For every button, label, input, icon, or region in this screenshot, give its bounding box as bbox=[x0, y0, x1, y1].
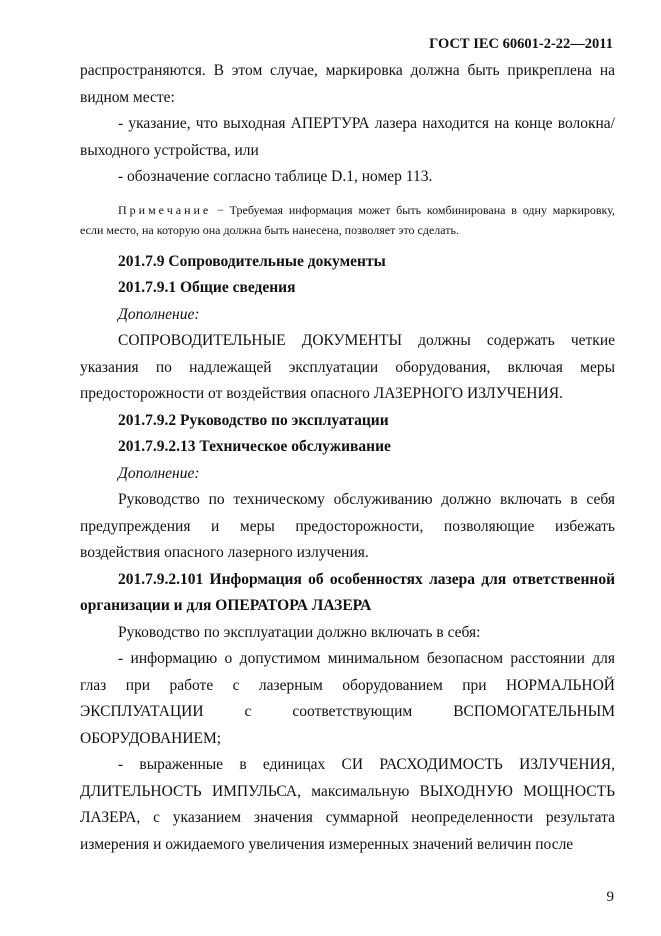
paragraph: Руководство по эксплуатации должно включать в себя: bbox=[118, 623, 481, 641]
page-body bbox=[80, 58, 615, 858]
paragraph: СОПРОВОДИТЕЛЬНЫЕ ДОКУМЕНТЫ должны содержать четкие указания по надлежащей эксплуатации оборудования, включая меры предосторожности от воздействия опасного ЛАЗЕРНОГО ИЗЛУЧЕНИЯ. bbox=[80, 332, 615, 402]
paragraph: распространяются. В этом случае, маркировка должна быть прикреплена на видном месте: bbox=[80, 62, 615, 106]
paragraph: Руководство по техническому обслуживанию должно включать в себя предупреждения и меры предосторожности, позволяющие избежать воздействия опасного лазерного излучения. bbox=[80, 491, 615, 561]
list-item: - указание, что выходная АПЕРТУРА лазера находится на конце волокна/выходного устройства, или bbox=[80, 115, 615, 159]
addition-label: Дополнение: bbox=[118, 464, 200, 482]
page-number: 9 bbox=[606, 889, 614, 905]
note bbox=[80, 200, 615, 240]
section-heading: 201.7.9 Сопроводительные документы bbox=[118, 252, 386, 270]
section-heading: 201.7.9.2.101 Информация об особенностях лазера для ответственной организации и для ОПЕРАТОРА ЛАЗЕРА bbox=[80, 570, 615, 614]
section-heading: 201.7.9.2 Руководство по эксплуатации bbox=[118, 411, 389, 429]
section-heading: 201.7.9.2.13 Техническое обслуживание bbox=[118, 438, 391, 455]
standard-header: ГОСТ IEC 60601-2-22—2011 bbox=[429, 36, 613, 52]
list-item: - выраженные в единицах СИ РАСХОДИМОСТЬ ИЗЛУЧЕНИЯ, ДЛИТЕЛЬНОСТЬ ИМПУЛЬСА, максимальную ВЫХОДНУЮ МОЩНОСТЬ ЛАЗЕРА, с указанием значения суммарной неопределенности результата измерения и ожидаемого увеличения измеренных значений величин после bbox=[80, 756, 615, 853]
section-heading: 201.7.9.1 Общие сведения bbox=[118, 279, 296, 296]
list-item: - информацию о допустимом минимальном безопасном расстоянии для глаз при работе с лазерным оборудованием при НОРМАЛЬНОЙ ЭКСПЛУАТАЦИИ с соответствующим ВСПОМОГАТЕЛЬНЫМ ОБОРУДОВАНИЕМ; bbox=[80, 650, 615, 747]
addition-label: Дополнение: bbox=[118, 305, 200, 323]
note-label: Примечание bbox=[118, 202, 212, 217]
list-item: - обозначение согласно таблице D.1, номер 113. bbox=[118, 168, 433, 185]
note-text: − Требуемая информация может быть комбинирована в одну маркировку, если место, на которую она должна быть нанесена, позволяет это сделать. bbox=[80, 202, 615, 237]
